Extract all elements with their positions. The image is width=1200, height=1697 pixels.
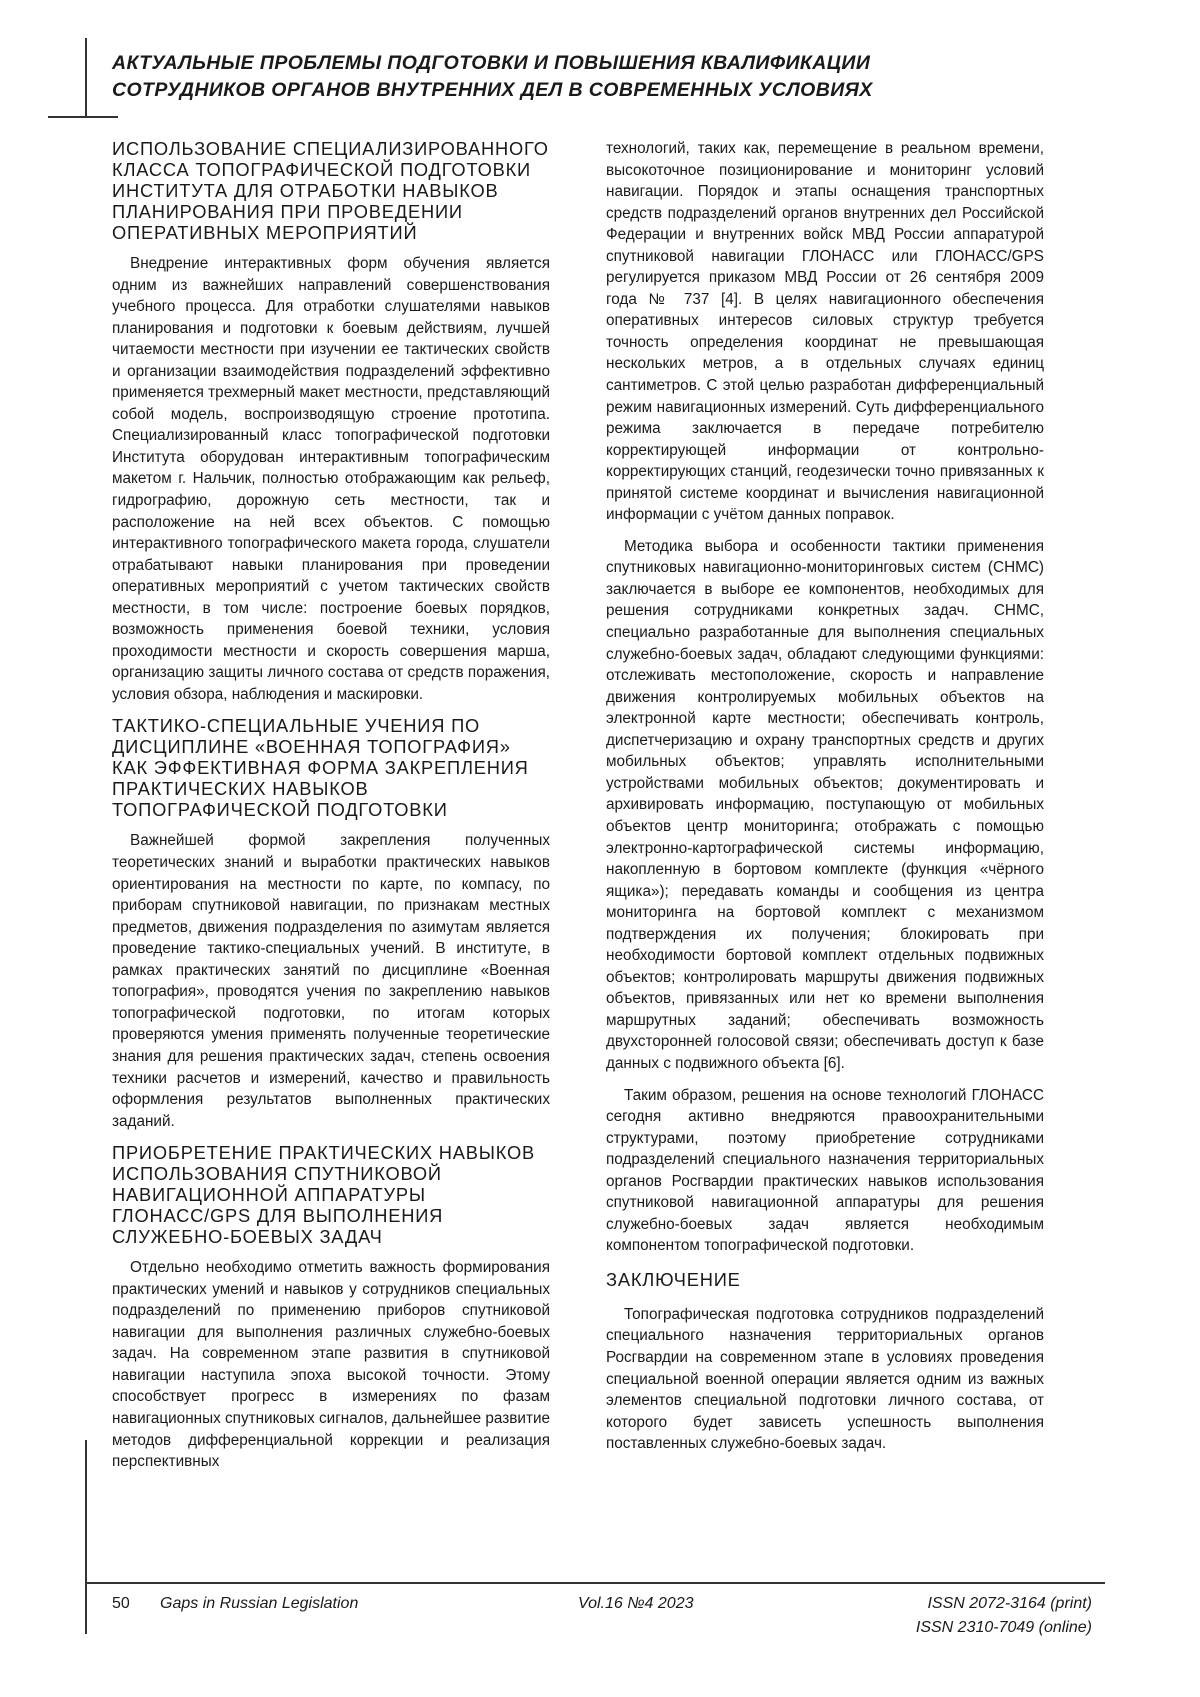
section-heading-class: ИСПОЛЬЗОВАНИЕ СПЕЦИАЛИЗИРОВАННОГО КЛАССА ТОПОГРАФИЧЕСКОЙ ПОДГОТОВКИ ИНСТИТУТА ДЛЯ ОТРАБОТКИ НАВЫКОВ ПЛАНИРОВАНИЯ ПРИ ПРОВЕДЕНИИ ОПЕРАТИВНЫХ МЕРОПРИЯТИЙ: [112, 138, 550, 243]
header-vertical-rule: [85, 38, 87, 116]
journal-name: Gaps in Russian Legislation: [160, 1592, 358, 1616]
volume-issue: Vol.16 №4 2023: [578, 1592, 693, 1616]
paragraph-exercises: Важнейшей формой закрепления полученных теоретических знаний и выработки практических навыков ориентирования на местности по карте, по компасу, по приборам спутниковой навигации, по признакам местных предметов, движения подразделения по азимутам является проведение тактико-специальных учений. В институте, в рамках практических занятий по дисциплине «Военная топография», проводятся учения по закреплению навыков топографической подготовки, по итогам которых проверяются умения применять полученные теоретические знания для решения практических задач, степень освоения техники расчетов и измерений, качество и правильность оформления результатов выполненных практических заданий.: [112, 830, 550, 1132]
paragraph-snms-functions: Методика выбора и особенности тактики применения спутниковых навигационно-мониторинговых систем (СНМС) заключается в выборе ее компонентов, необходимых для решения сотрудниками конкретных задач. СНМС, специально разработанные для выполнения специальных служебно-боевых задач, обладают следующими функциями: отслеживать местоположение, скорость и направление движения контролируемых мобильных объектов на электронной карте местности; обеспечивать контроль, диспетчеризацию и охрану транспортных средств и других мобильных объектов; управлять исполнительными устройствами мобильных объектов; документировать и архивировать информацию, поступающую от мобильных объектов центр мониторинга; отображать с помощью электронно-картографической системы информацию, накопленную в бортовом комплекте (функция «чёрного ящика»); передавать команды и сообщения из центра мониторинга на бортовой комплект с механизмом подтверждения их получения; блокировать при необходимости бортовой комплект отдельных подвижных объектов; контролировать маршруты движения подвижных объектов, привязанных или нет ко времени выполнения маршрутных заданий; обеспечивать возможность двухсторонней голосовой связи; обеспечивать доступ к базе данных с подвижного объекта [6].: [606, 536, 1044, 1075]
running-header-line-2: СОТРУДНИКОВ ОРГАНОВ ВНУТРЕННИХ ДЕЛ В СОВРЕМЕННЫХ УСЛОВИЯХ: [112, 77, 1112, 104]
issn-print: ISSN 2072-3164 (print): [916, 1592, 1092, 1616]
header-horizontal-rule: [48, 116, 118, 118]
running-header: [112, 50, 1112, 104]
paragraph-satellite-navigation: Отдельно необходимо отметить важность формирования практических умений и навыков у сотрудников специальных подразделений по применению приборов спутниковой навигации для выполнения различных служебно-боевых задач. На современном этапе развития в спутниковой навигации наступила эпоха высокой точности. Этому способствует прогресс в измерениях по фазам навигационных спутниковых сигналов, дальнейшее развитие методов дифференциальной коррекции и реализация перспективных: [112, 1257, 550, 1472]
right-column: [606, 138, 1044, 1465]
issn-online: ISSN 2310-7049 (online): [916, 1616, 1092, 1640]
paragraph-conclusion: Топографическая подготовка сотрудников подразделений специального назначения территориальных органов Росгвардии на современном этапе в условиях проведения специальной военной операции является одним из важных элементов специальной подготовки личного состава, от которого будет зависеть успешность выполнения поставленных служебно-боевых задач.: [606, 1304, 1044, 1455]
section-heading-glonass: ПРИОБРЕТЕНИЕ ПРАКТИЧЕСКИХ НАВЫКОВ ИСПОЛЬЗОВАНИЯ СПУТНИКОВОЙ НАВИГАЦИОННОЙ АППАРАТУРЫ ГЛОНАСС/GPS ДЛЯ ВЫПОЛНЕНИЯ СЛУЖЕБНО-БОЕВЫХ ЗАДАЧ: [112, 1142, 550, 1247]
paragraph-summary: Таким образом, решения на основе технологий ГЛОНАСС сегодня активно внедряются правоохранительными структурами, поэтому приобретение сотрудниками подразделений специального назначения территориальных органов Росгвардии практических навыков использования спутниковой навигационной аппаратуры для решения служебно-боевых задач является необходимым компонентом топографической подготовки.: [606, 1085, 1044, 1257]
left-column: [112, 138, 550, 1483]
issn-block: [916, 1592, 1092, 1640]
page-number: 50: [112, 1592, 130, 1616]
paragraph-continuation: технологий, таких как, перемещение в реальном времени, высокоточное позиционирование и мониторинг условий навигации. Порядок и этапы оснащения транспортных средств подразделений органов внутренних дел Российской Федерации и внутренних войск МВД России аппаратурой спутниковой навигации ГЛОНАСС или ГЛОНАСС/GPS регулируется приказом МВД России от 26 сентября 2009 года № 737 [4]. В целях навигационного обеспечения оперативных интересов силовых структур требуется точность определения координат не превышающая нескольких метров, а в отдельных случаях единиц сантиметров. С этой целью разработан дифференциальный режим навигационных измерений. Суть дифференциального режима заключается в передаче потребителю корректирующей информации от контрольно-корректирующих станций, геодезически точно привязанных к принятой системе координат и вычисления навигационной информации с учётом данных поправок.: [606, 138, 1044, 526]
section-heading-conclusion: ЗАКЛЮЧЕНИЕ: [606, 1269, 1044, 1290]
footer-horizontal-rule: [85, 1582, 1105, 1584]
running-header-line-1: АКТУАЛЬНЫЕ ПРОБЛЕМЫ ПОДГОТОВКИ И ПОВЫШЕНИЯ КВАЛИФИКАЦИИ: [112, 50, 1112, 77]
footer-vertical-rule: [85, 1440, 87, 1634]
section-heading-exercises: ТАКТИКО-СПЕЦИАЛЬНЫЕ УЧЕНИЯ ПО ДИСЦИПЛИНЕ «ВОЕННАЯ ТОПОГРАФИЯ» КАК ЭФФЕКТИВНАЯ ФОРМА ЗАКРЕПЛЕНИЯ ПРАКТИЧЕСКИХ НАВЫКОВ ТОПОГРАФИЧЕСКОЙ ПОДГОТОВКИ: [112, 715, 550, 820]
paragraph-interactive-model: Внедрение интерактивных форм обучения является одним из важнейших направлений совершенствования учебного процесса. Для отработки слушателями навыков планирования и подготовки к боевым действиям, лучшей читаемости местности при изучении ее тактических свойств и организации взаимодействия подразделений эффективно применяется трехмерный макет местности, представляющий собой модель, воспроизводящую строение прототипа. Специализированный класс топографической подготовки Института оборудован интерактивным топографическим макетом г. Нальчик, полностью отображающим как рельеф, гидрографию, дорожную сеть местности, так и расположение на ней всех объектов. С помощью интерактивного топографического макета города, слушатели отрабатывают навыки планирования при проведении оперативных мероприятий с учетом тактических свойств местности, в том числе: построение боевых порядков, возможность применения боевой техники, условия проходимости местности и скорость совершения марша, организацию защиты личного состава от средств поражения, условия обзора, наблюдения и маскировки.: [112, 253, 550, 705]
